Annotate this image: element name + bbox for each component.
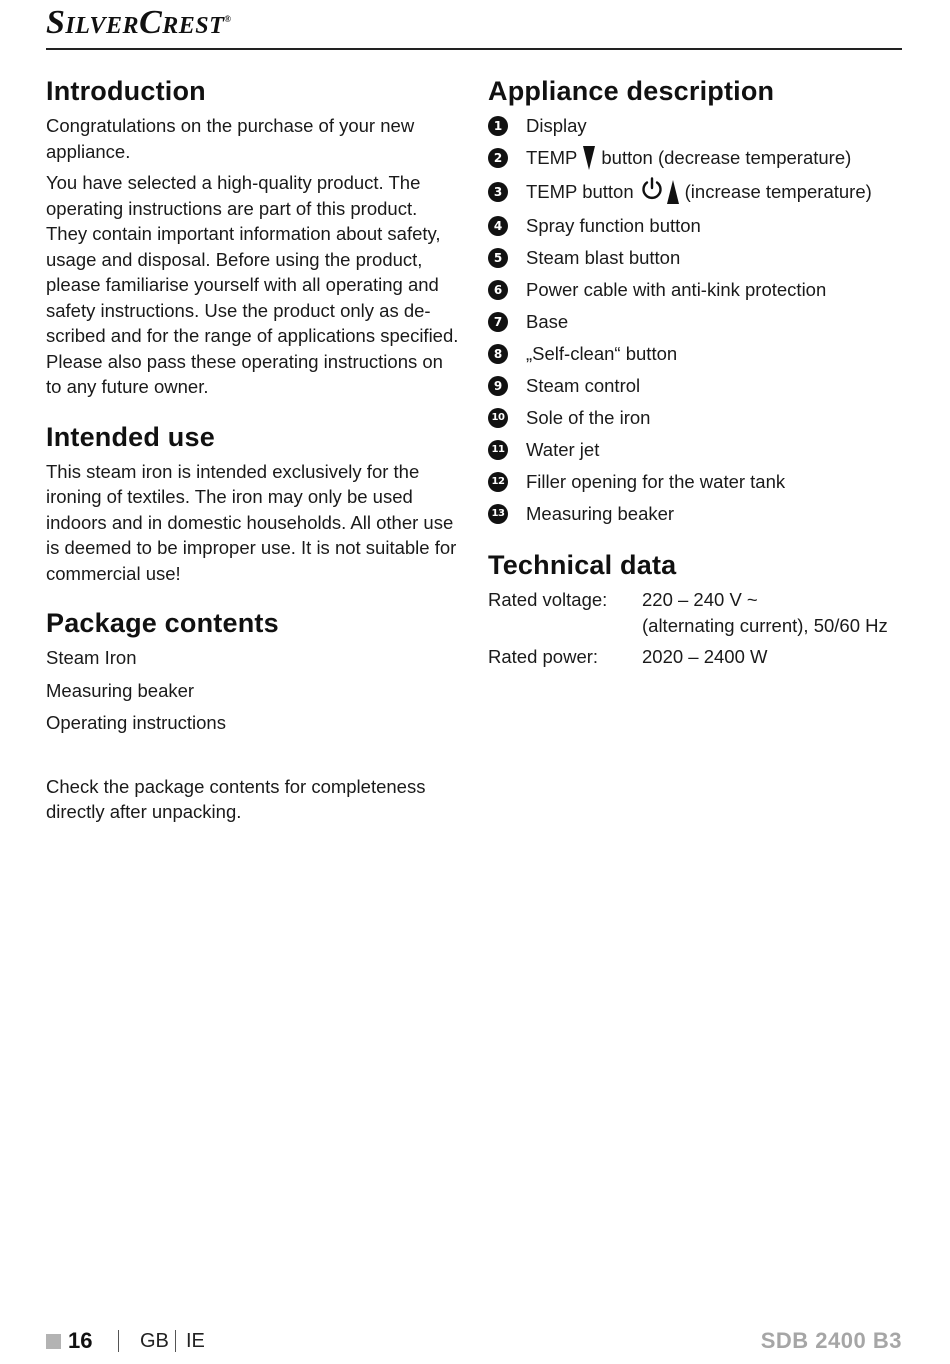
- item-label: Spray function button: [526, 214, 701, 236]
- brand-letters: REST: [162, 13, 225, 39]
- item-number-badge: 3: [488, 182, 508, 202]
- package-item: Measuring beaker: [46, 679, 195, 701]
- tech-row: [488, 587, 908, 638]
- list-item: [488, 277, 908, 302]
- list-item: [488, 213, 908, 238]
- item-label: Sole of the iron: [526, 406, 651, 428]
- footer-square-icon: [46, 1334, 61, 1349]
- item-label: Water jet: [526, 438, 600, 460]
- intended-use-section: [46, 422, 462, 587]
- footer-separator: [175, 1330, 176, 1352]
- technical-data-section: [488, 550, 908, 670]
- triangle-up-icon: [667, 180, 679, 204]
- item-label: Filler opening for the water tank: [526, 470, 786, 492]
- power-icon: [640, 177, 664, 206]
- item-number-badge: 2: [488, 148, 508, 168]
- list-item: [488, 437, 908, 462]
- package-contents-note: Check the package contents for completeness directly after unpacking.: [46, 775, 426, 822]
- package-contents-heading: Package contents: [46, 608, 279, 638]
- item-number-badge: 9: [488, 376, 508, 396]
- brand-letter: S: [46, 4, 66, 41]
- introduction-paragraph-1: Congratulations on the purchase of your new appliance.: [46, 115, 415, 162]
- list-item: [488, 145, 908, 170]
- tech-value-line: (alternating current), 50/60 Hz: [642, 614, 888, 636]
- list-item: [488, 177, 908, 206]
- tech-value: [642, 587, 888, 638]
- tech-row: [488, 644, 908, 670]
- item-label: Display: [526, 114, 587, 136]
- introduction-section: [46, 76, 462, 400]
- brand-letters: ILVER: [65, 13, 140, 39]
- brand-logo: [46, 4, 232, 42]
- header-rule: [46, 48, 902, 50]
- list-item: [488, 405, 908, 430]
- item-number-badge: 13: [488, 504, 508, 524]
- brand-letter: C: [139, 4, 163, 41]
- item-number-badge: 4: [488, 216, 508, 236]
- item-label: Measuring beaker: [526, 502, 675, 524]
- item-label: (increase temperature): [684, 180, 872, 202]
- registered-mark: ®: [224, 14, 232, 24]
- item-number-badge: 1: [488, 116, 508, 136]
- item-label: Power cable with anti-kink protection: [526, 278, 827, 300]
- appliance-parts-list: [488, 113, 908, 526]
- item-number-badge: 10: [488, 408, 508, 428]
- introduction-paragraph-2: You have selected a high-quality product. The operating instructions are part of this product. They contain important information about safety, usage and disposal. Before using the product, please familiarise yourself with all operating and safety instructions. Use the product only as de- scribed and for the range of applications specified. Please also pass these operating instructions on to any future owner.: [46, 172, 459, 397]
- introduction-heading: Introduction: [46, 76, 206, 106]
- left-column: [46, 76, 462, 847]
- list-item: [488, 373, 908, 398]
- item-label: button (decrease temperature): [601, 146, 852, 168]
- item-label: „Self-clean“ button: [526, 342, 678, 364]
- item-label-prefix: TEMP button: [526, 180, 634, 202]
- tech-value-line: 220 – 240 V ~: [642, 589, 758, 610]
- item-number-badge: 11: [488, 440, 508, 460]
- list-item: [488, 501, 908, 526]
- item-number-badge: 8: [488, 344, 508, 364]
- list-item: [488, 245, 908, 270]
- technical-data-heading: Technical data: [488, 550, 677, 580]
- tech-label: Rated power:: [488, 646, 599, 667]
- list-item: [488, 113, 908, 138]
- item-number-badge: 6: [488, 280, 508, 300]
- tech-label: Rated voltage:: [488, 589, 608, 610]
- item-number-badge: 5: [488, 248, 508, 268]
- tech-value: 2020 – 2400 W: [642, 646, 768, 667]
- item-number-badge: 7: [488, 312, 508, 332]
- right-column: [488, 76, 908, 676]
- package-item: Operating instructions: [46, 712, 226, 733]
- item-label: Steam control: [526, 374, 641, 396]
- footer-language: IE: [186, 1330, 205, 1352]
- page-footer: [46, 1326, 902, 1356]
- page-number: 16: [68, 1328, 93, 1353]
- list-item: [488, 341, 908, 366]
- triangle-down-icon: [583, 146, 595, 170]
- item-label: Base: [526, 310, 569, 332]
- appliance-description-heading: Appliance description: [488, 76, 775, 106]
- intended-use-heading: Intended use: [46, 421, 215, 452]
- package-item: Steam Iron: [46, 647, 137, 668]
- package-contents-section: [46, 608, 462, 825]
- model-number: SDB 2400 B3: [760, 1328, 902, 1353]
- footer-separator: [118, 1330, 119, 1352]
- footer-language: GB: [140, 1330, 169, 1352]
- item-label-prefix: TEMP: [526, 146, 578, 168]
- item-label: Steam blast button: [526, 246, 681, 268]
- item-number-badge: 12: [488, 472, 508, 492]
- appliance-description-section: [488, 76, 908, 526]
- list-item: [488, 469, 908, 494]
- intended-use-paragraph: This steam iron is intended exclusively for the ironing of textiles. The iron may only be used indoors and in domestic households. All other use is deemed to be improper use. It is not suitable for commercial use!: [46, 460, 457, 584]
- list-item: [488, 309, 908, 334]
